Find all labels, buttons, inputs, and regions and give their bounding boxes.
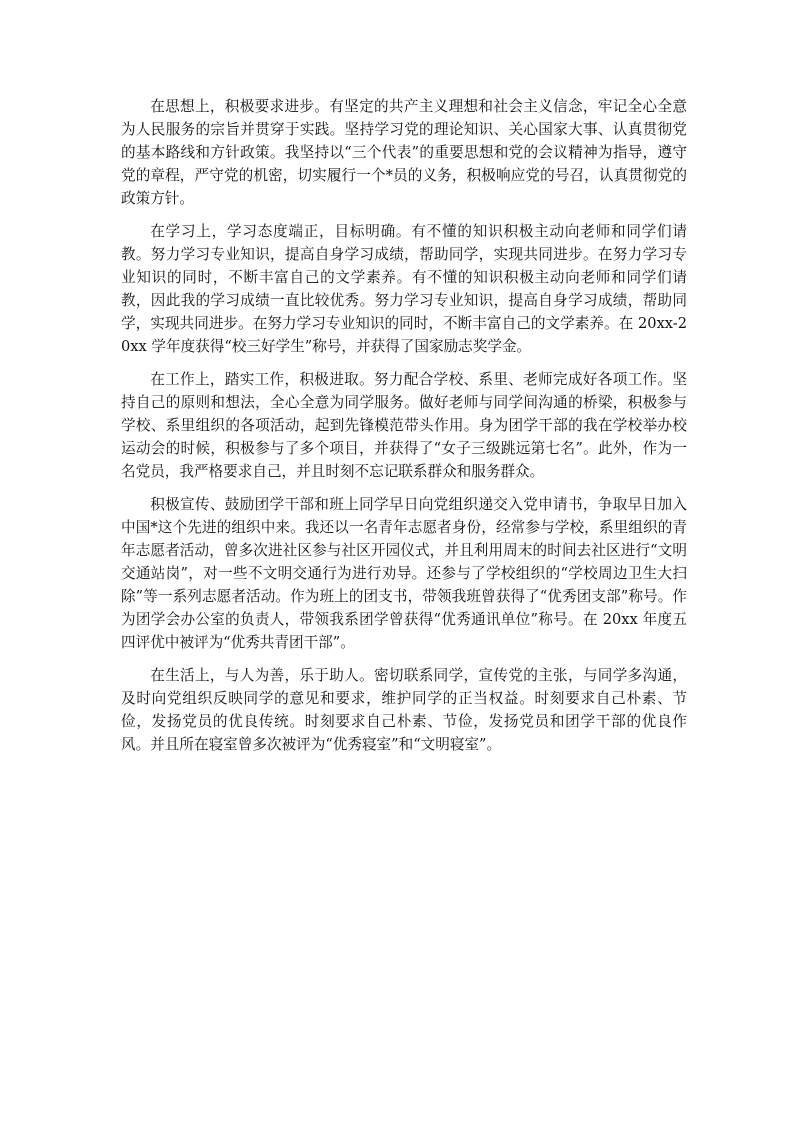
paragraph-life: 在生活上，与人为善，乐于助人。密切联系同学，宣传党的主张，与同学多沟通，及时向党组织反映同学的意见和要求，维护同学的正当权益。时刻要求自己朴素、节俭，发扬党员的优良传统。时刻要求自己朴素、节俭，发扬党员和团学干部的优良作风。并且所在寝室曾多次被评为“优秀寝室”和“文明寝室”。 — [121, 667, 687, 753]
document-body — [121, 95, 687, 766]
paragraph-ideology: 在思想上，积极要求进步。有坚定的共产主义理想和社会主义信念，牢记全心全意为人民服务的宗旨并贯穿于实践。坚持学习党的理论知识、关心国家大事、认真贯彻党的基本路线和方针政策。我坚持以“三个代表”的重要思想和党的会议精神为指导，遵守党的章程，严守党的机密，切实履行一个*员的义务，积极响应党的号召，认真贯彻党的政策方针。 — [121, 98, 687, 207]
paragraph-volunteer: 积极宣传、鼓励团学干部和班上同学早日向党组织递交入党申请书，争取早日加入中国*这个先进的组织中来。我还以一名青年志愿者身份，经常参与学校，系里组织的青年志愿者活动，曾多次进社区参与社区开园仪式，并且利用周末的时间去社区进行“文明交通站岗”，对一些不文明交通行为进行劝导。还参与了学校组织的“学校周边卫生大扫除”等一系列志愿者活动。作为班上的团支书，带领我班曾获得了“优秀团支部”称号。作为团学会办公室的负责人，带领我系团学曾获得“优秀通讯单位”称号。在 20xx 年度五四评优中被评为“优秀共青团干部”。 — [121, 496, 687, 651]
paragraph-study: 在学习上，学习态度端正，目标明确。有不懂的知识积极主动向老师和同学们请教。努力学习专业知识，提高自身学习成绩，帮助同学，实现共同进步。在努力学习专业知识的同时，不断丰富自己的文学素养。有不懂的知识积极主动向老师和同学们请教，因此我的学习成绩一直比较优秀。努力学习专业知识，提高自身学习成绩，帮助同学，实现共同进步。在努力学习专业知识的同时，不断丰富自己的文学素养。在 20xx-20xx 学年度获得“校三好学生”称号，并获得了国家励志奖学金。 — [121, 223, 687, 355]
paragraph-work: 在工作上，踏实工作，积极进取。努力配合学校、系里、老师完成好各项工作。坚持自己的原则和想法，全心全意为同学服务。做好老师与同学间沟通的桥梁，积极参与学校、系里组织的各项活动，起到先锋模范带头作用。身为团学干部的我在学校举办校运动会的时候，积极参与了多个项目，并获得了“女子三级跳远第七名”。此外，作为一名党员，我严格要求自己，并且时刻不忘记联系群众和服务群众。 — [121, 371, 687, 480]
